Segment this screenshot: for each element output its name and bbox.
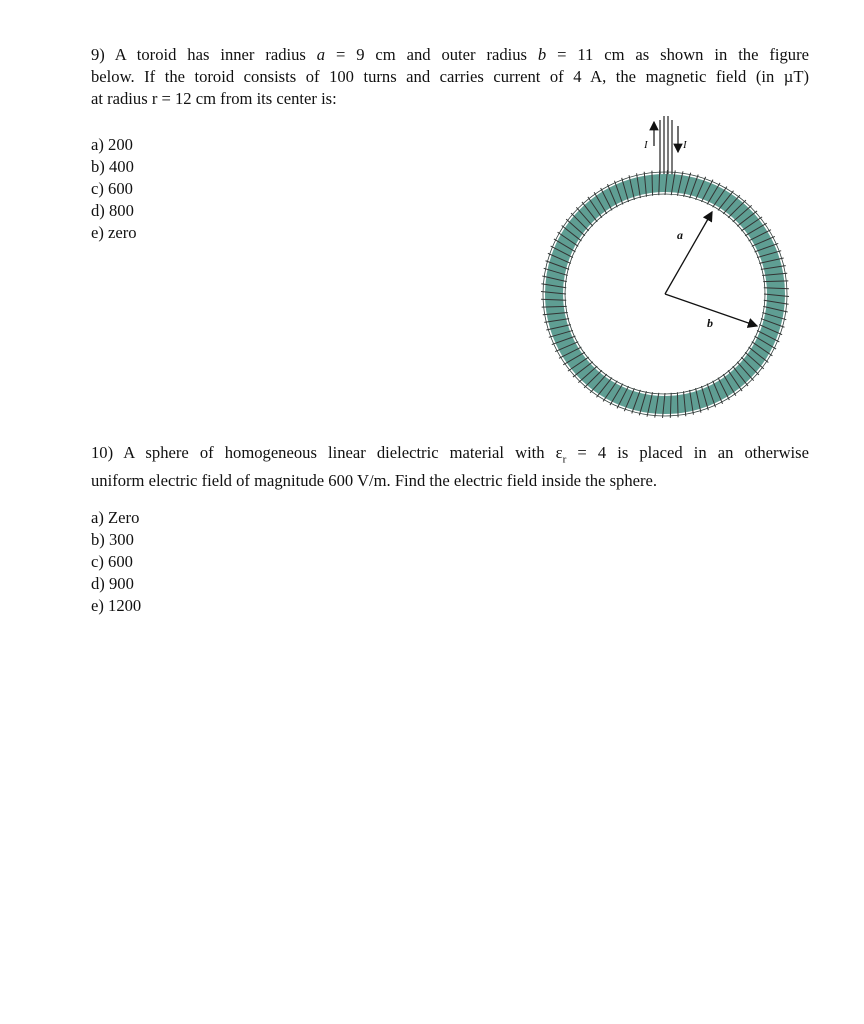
q9-option-e: e) zero <box>91 223 137 242</box>
q9-option-d: d) 800 <box>91 201 134 220</box>
q10-option-a: a) Zero <box>91 508 140 527</box>
q9-option-a: a) 200 <box>91 135 133 154</box>
question-10-text <box>91 442 809 492</box>
label-a: a <box>677 228 683 242</box>
question-10-options <box>91 507 141 617</box>
question-9-options <box>91 134 137 244</box>
lead-wires <box>643 116 688 180</box>
winding-turn <box>677 392 678 417</box>
question-9-line-2: below. If the toroid consists of 100 turns and carries current of 4 A, the magnetic field (in µT) <box>91 67 809 86</box>
q10-option-b: b) 300 <box>91 530 134 549</box>
winding-turn <box>763 281 788 282</box>
question-9-text <box>91 44 809 110</box>
radius-a-arrow <box>665 212 712 294</box>
toroid-diagram <box>540 108 790 418</box>
question-9-line-3: at radius r = 12 cm from its center is: <box>91 89 337 108</box>
current-label-left: I <box>644 139 648 151</box>
q10-option-d: d) 900 <box>91 574 134 593</box>
q10-option-c: c) 600 <box>91 552 133 571</box>
toroid-figure <box>540 108 790 418</box>
winding-turn <box>652 171 653 196</box>
q9-option-c: c) 600 <box>91 179 133 198</box>
label-b: b <box>707 316 713 330</box>
winding-turn <box>542 306 567 307</box>
question-10-line-1: 10) A sphere of homogeneous linear dielectric material with $\varepsilon_r = 4$ is placed in an otherwise <box>91 443 809 466</box>
q9-option-b: b) 400 <box>91 157 134 176</box>
current-label-right: I <box>683 139 687 151</box>
question-9-line-1: 9) A toroid has inner radius a = 9 cm and outer radius b = 11 cm as shown in the figure <box>91 45 809 64</box>
question-10-line-2: uniform electric field of magnitude 600 V/m. Find the electric field inside the sphere. <box>91 471 658 491</box>
q10-option-e: e) 1200 <box>91 596 142 615</box>
